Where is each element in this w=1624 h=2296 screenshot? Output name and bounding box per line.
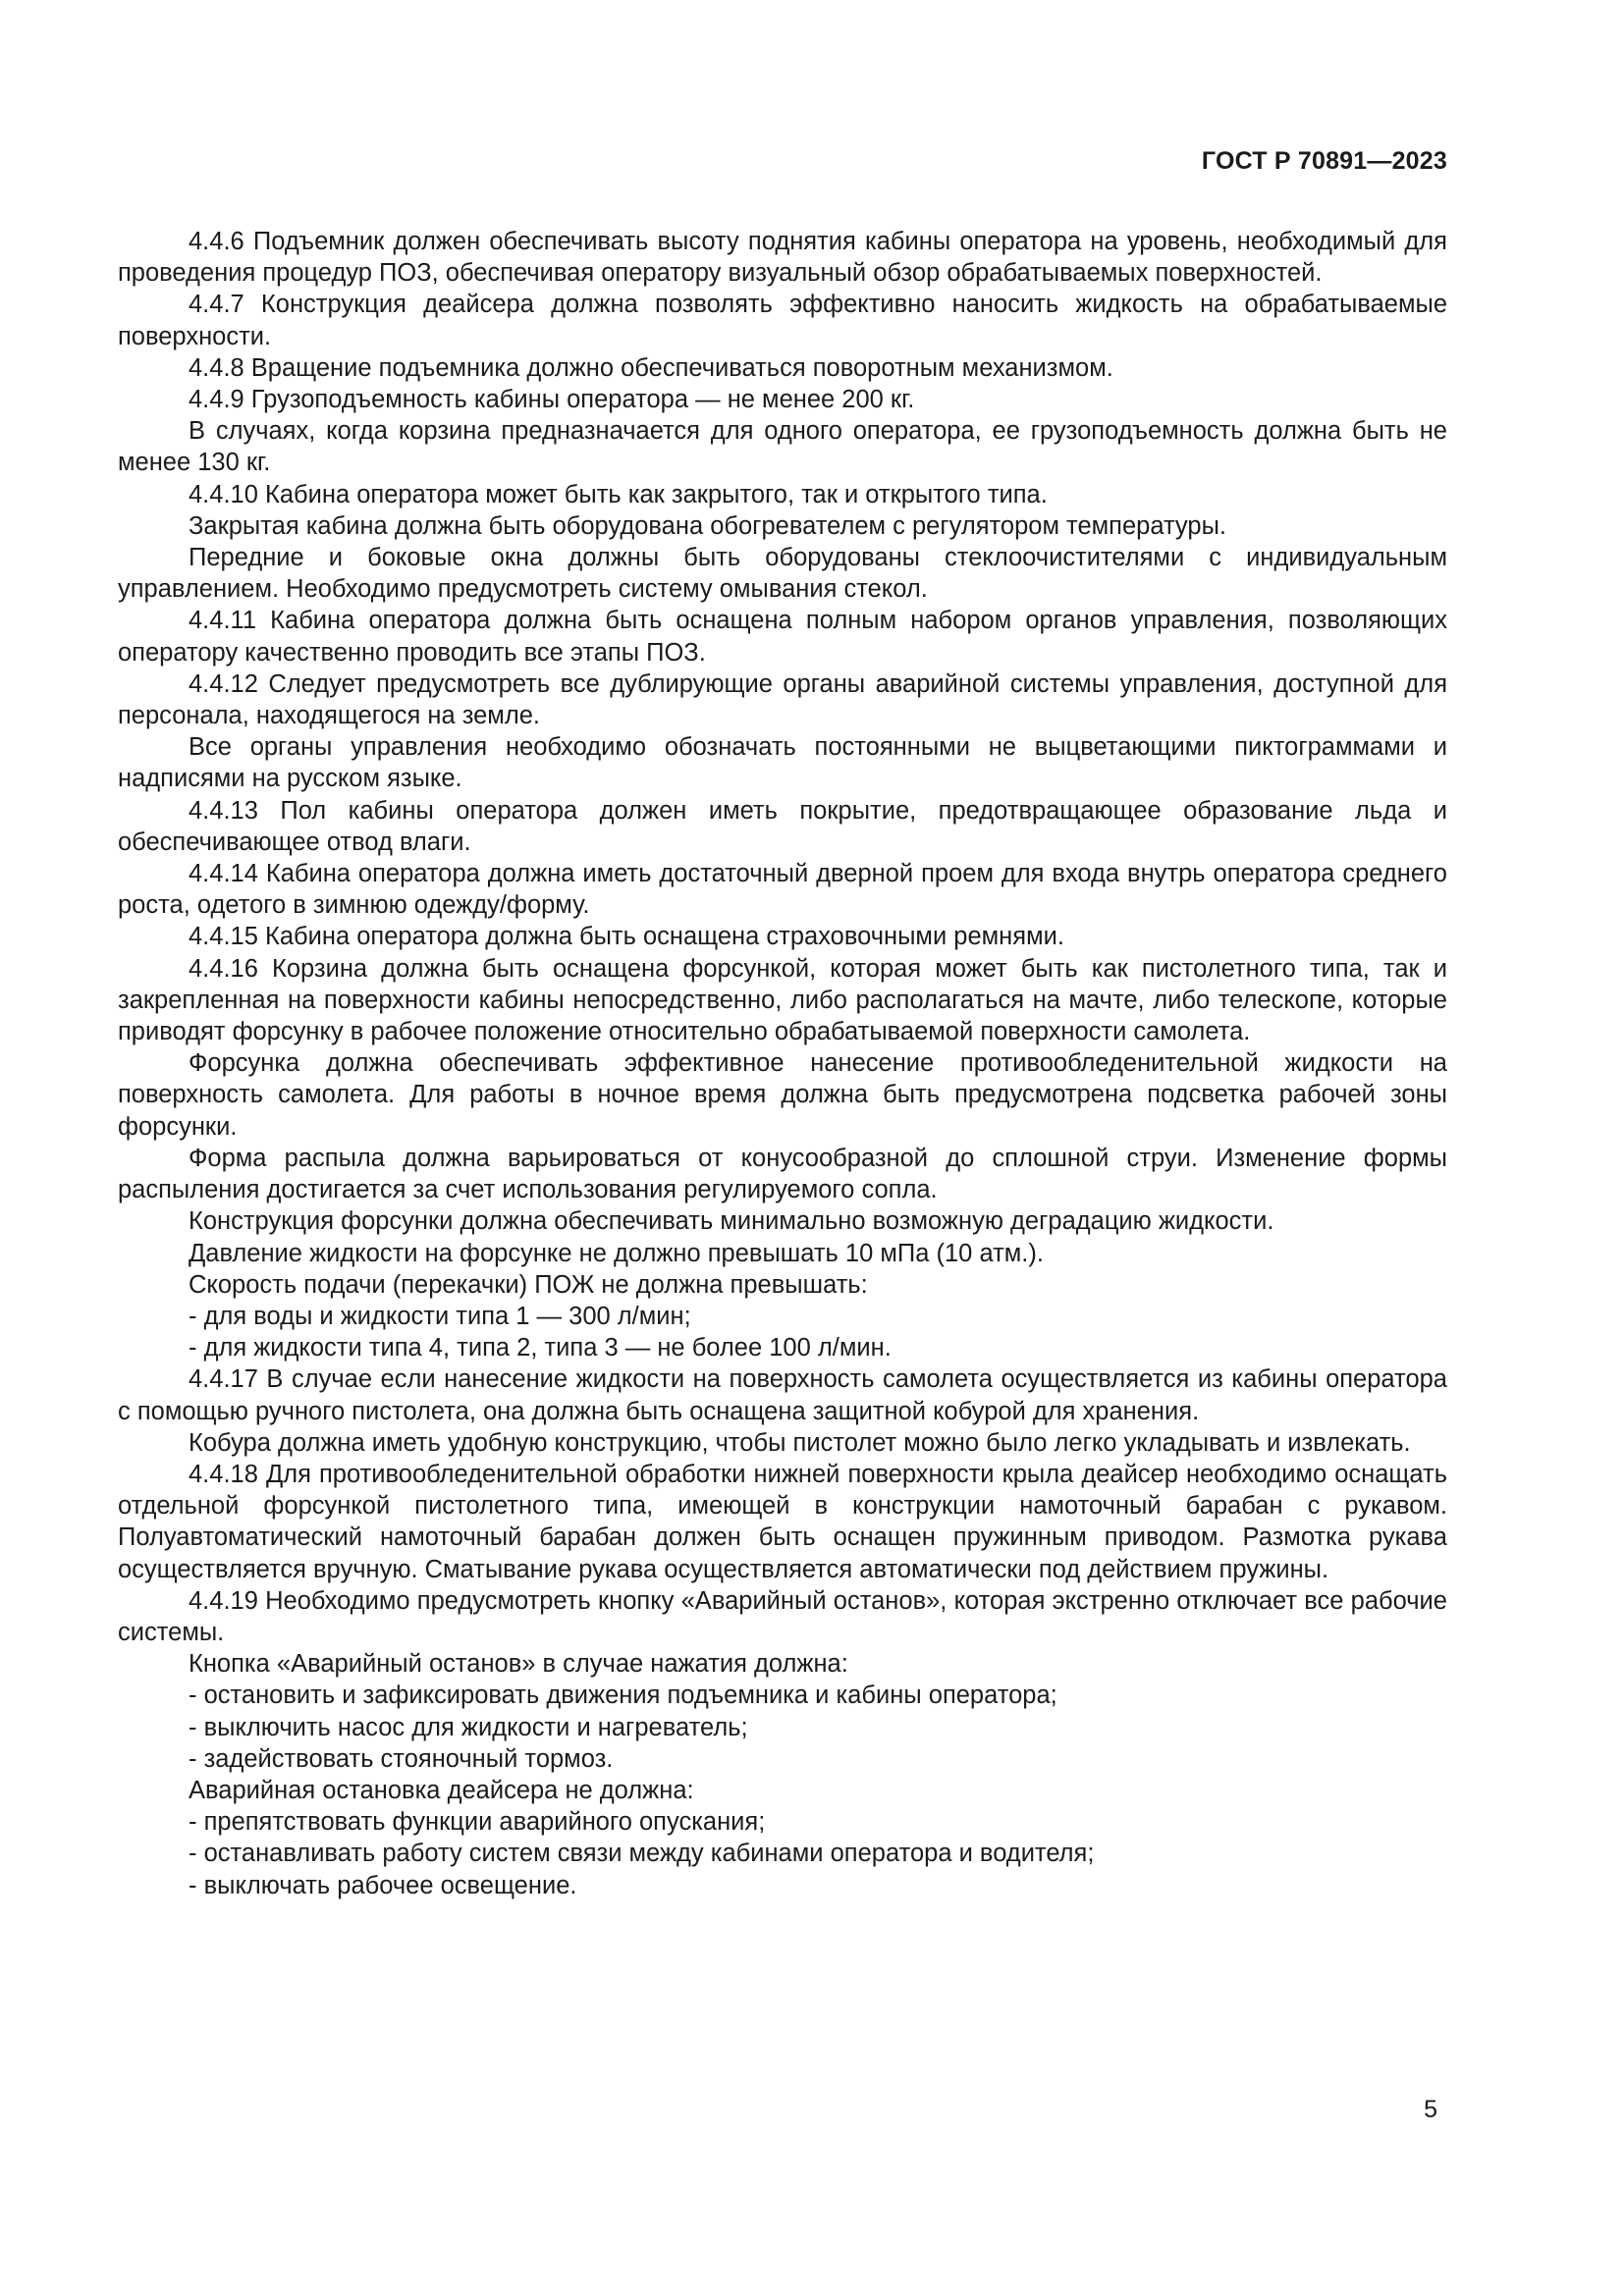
paragraph: 4.4.19 Необходимо предусмотреть кнопку «Аварийный останов», которая экстренно отключает все рабочие системы. <box>118 1586 1447 1646</box>
list-item: - останавливать работу систем связи между кабинами оператора и водителя; <box>189 1840 1095 1868</box>
document-header: ГОСТ Р 70891—2023 <box>1201 147 1447 175</box>
list-item: - задействовать стояночный тормоз. <box>189 1744 614 1773</box>
paragraph: 4.4.17 В случае если нанесение жидкости на поверхность самолета осуществляется из кабины оператора с помощью ручного пистолета, она должна быть оснащена защитной кобурой для хранения. <box>118 1365 1447 1425</box>
paragraph: 4.4.13 Пол кабины оператора должен иметь покрытие, предотвращающее образование льда и обеспечивающее отвод влаги. <box>118 796 1447 856</box>
paragraph: 4.4.16 Корзина должна быть оснащена форсункой, которая может быть как пистолетного типа, так и закрепленная на поверхности кабины непосредственно, либо располагаться на мачте, либо телескопе, которые приводят форсунку в рабочее положение относительно обрабатываемой поверхности самолета. <box>118 954 1447 1046</box>
page-number: 5 <box>1424 2096 1437 2123</box>
paragraph: 4.4.18 Для противообледенительной обработки нижней поверхности крыла деайсер необходимо оснащать отдельной форсункой пистолетного типа, имеющей в конструкции намоточный барабан с рукавом. Полуавтоматический намоточный барабан должен быть оснащен пружинным приводом. Размотка рукава осуществляется вручную. Сматывание рукава осуществляется автоматически под действием пружины. <box>118 1460 1447 1583</box>
paragraph: Передние и боковые окна должны быть оборудованы стеклоочистителями с индивидуальным управлением. Необходимо предусмотреть систему омывания стекол. <box>118 544 1447 604</box>
paragraph: Все органы управления необходимо обозначать постоянными не выцветающими пиктограммами и надписями на русском языке. <box>118 733 1447 793</box>
list-item: - препятствовать функции аварийного опускания; <box>189 1808 766 1837</box>
paragraph: Форма распыла должна варьироваться от конусообразной до сплошной струи. Изменение формы распыления достигается за счет использования регулируемого сопла. <box>118 1144 1447 1204</box>
paragraph: Аварийная остановка деайсера не должна: <box>189 1776 694 1804</box>
paragraph: 4.4.6 Подъемник должен обеспечивать высоту поднятия кабины оператора на уровень, необходимый для проведения процедур ПОЗ, обеспечивая оператору визуальный обзор обрабатываемых поверхностей. <box>118 228 1447 288</box>
list-item: - выключать рабочее освещение. <box>189 1871 577 1899</box>
paragraph: 4.4.9 Грузоподъемность кабины оператора — не менее 200 кг. <box>189 386 915 414</box>
paragraph: 4.4.11 Кабина оператора должна быть оснащена полным набором органов управления, позволяющих оператору качественно проводить все этапы ПОЗ. <box>118 607 1447 667</box>
paragraph: Давление жидкости на форсунке не должно превышать 10 мПа (10 атм.). <box>189 1239 1044 1267</box>
paragraph: Скорость подачи (перекачки) ПОЖ не должна превышать: <box>189 1270 868 1299</box>
list-item: - выключить насос для жидкости и нагреватель; <box>189 1713 748 1741</box>
paragraph: 4.4.12 Следует предусмотреть все дублирующие органы аварийной системы управления, доступной для персонала, находящегося на земле. <box>118 669 1447 730</box>
list-item: - для воды и жидкости типа 1 — 300 л/мин; <box>189 1302 691 1330</box>
paragraph: 4.4.8 Вращение подъемника должно обеспечиваться поворотным механизмом. <box>189 353 1113 382</box>
list-item: - для жидкости типа 4, типа 2, типа 3 — не более 100 л/мин. <box>189 1334 892 1362</box>
paragraph: Конструкция форсунки должна обеспечивать минимально возможную деградацию жидкости. <box>189 1207 1274 1236</box>
document-body <box>118 226 1447 1901</box>
paragraph: Закрытая кабина должна быть оборудована обогревателем с регулятором температуры. <box>189 511 1226 540</box>
paragraph: 4.4.10 Кабина оператора может быть как закрытого, так и открытого типа. <box>189 480 1048 508</box>
list-item: - остановить и зафиксировать движения подъемника и кабины оператора; <box>189 1682 1057 1710</box>
paragraph: Форсунка должна обеспечивать эффективное нанесение противообледенительной жидкости на поверхность самолета. Для работы в ночное время должна быть предусмотрена подсветка рабочей зоны форсунки. <box>118 1049 1447 1141</box>
paragraph: Кнопка «Аварийный останов» в случае нажатия должна: <box>189 1650 848 1679</box>
paragraph: 4.4.15 Кабина оператора должна быть оснащена страховочными ремнями. <box>189 923 1064 951</box>
paragraph: Кобура должна иметь удобную конструкцию, чтобы пистолет можно было легко укладывать и извлекать. <box>189 1428 1411 1457</box>
paragraph: 4.4.14 Кабина оператора должна иметь достаточный дверной проем для входа внутрь оператора среднего роста, одетого в зимнюю одежду/форму. <box>118 860 1447 920</box>
paragraph: В случаях, когда корзина предназначается для одного оператора, ее грузоподъемность должна быть не менее 130 кг. <box>118 417 1447 477</box>
paragraph: 4.4.7 Конструкция деайсера должна позволять эффективно наносить жидкость на обрабатываемые поверхности. <box>118 291 1447 350</box>
